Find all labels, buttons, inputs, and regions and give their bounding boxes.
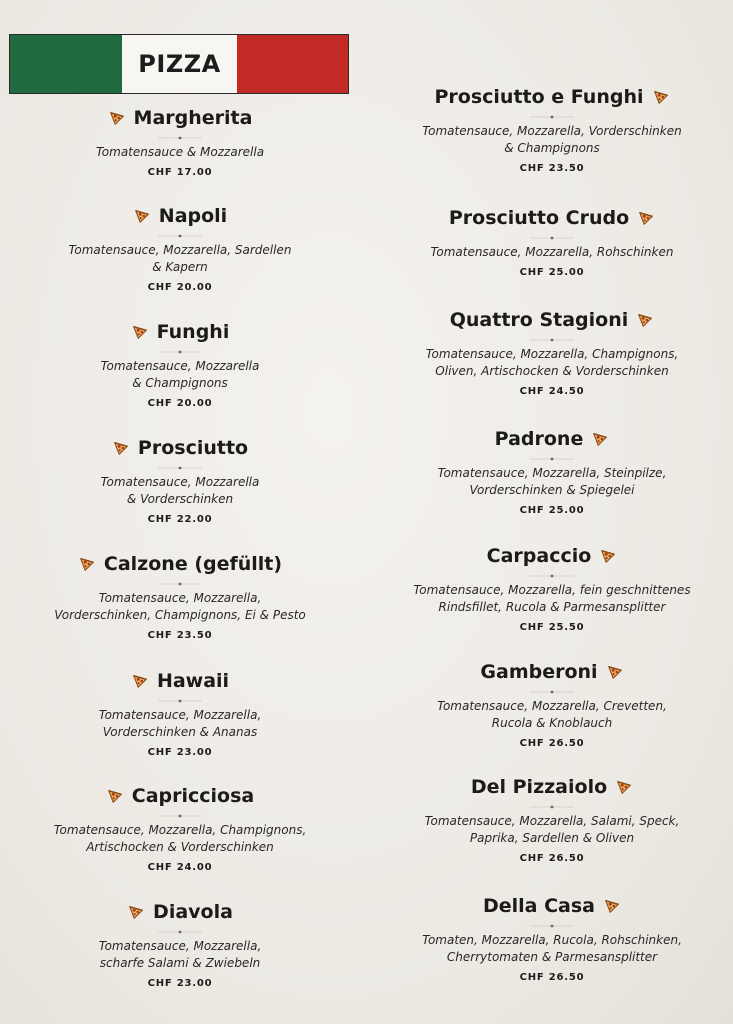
divider-ornament: [158, 812, 202, 820]
menu-item-description: Paprika, Sardellen & Oliven: [469, 831, 635, 845]
menu-item-description: Tomatensauce, Mozzarella: [100, 475, 260, 489]
menu-item-name: Calzone (gefüllt): [103, 553, 283, 575]
menu-item-description: & Kapern: [152, 260, 208, 274]
menu-item-description: Tomatensauce, Mozzarella, fein geschnittenes: [413, 583, 691, 597]
menu-item-name: Carpaccio: [486, 545, 592, 567]
pizza-slice-icon: [606, 663, 624, 681]
menu-item: [372, 82, 732, 174]
menu-item-name: Prosciutto Crudo: [448, 207, 630, 229]
menu-item: [372, 305, 732, 397]
menu-item-title-row: [108, 103, 253, 133]
menu-item-name: Prosciutto e Funghi: [434, 86, 644, 108]
menu-item-description: scharfe Salami & Zwiebeln: [99, 956, 261, 970]
pizza-slice-icon: [652, 88, 670, 106]
menu-item-title-row: [449, 203, 655, 233]
menu-item-description: Vorderschinken & Spiegelei: [469, 483, 635, 497]
flag-green-stripe: [10, 35, 122, 93]
menu-item-description: & Vorderschinken: [126, 492, 234, 506]
pizza-slice-icon: [615, 778, 633, 796]
menu-item-price: CHF 26.50: [519, 738, 585, 749]
menu-item-description: Tomatensauce, Mozzarella, Crevetten,: [437, 699, 667, 713]
menu-item-price: CHF 24.50: [519, 386, 585, 397]
menu-item-price: CHF 25.00: [519, 267, 585, 278]
pizza-slice-icon: [131, 323, 149, 341]
menu-item-price: CHF 26.50: [519, 972, 585, 983]
menu-item-name: Quattro Stagioni: [449, 309, 629, 331]
menu-item-name: Margherita: [133, 107, 253, 129]
menu-item-title-row: [131, 317, 230, 347]
menu-item-price: CHF 20.00: [147, 282, 213, 293]
menu-item-title-row: [131, 666, 229, 696]
menu-item-title-row: [78, 549, 282, 579]
menu-item-title-row: [434, 82, 669, 112]
divider-ornament: [158, 348, 202, 356]
divider-ornament: [158, 580, 202, 588]
menu-item: [0, 897, 360, 989]
menu-item-description: Tomatensauce, Mozzarella, Champignons,: [53, 823, 307, 837]
menu-item: [0, 781, 360, 873]
menu-item-price: CHF 26.50: [519, 853, 585, 864]
menu-item-description: & Champignons: [132, 376, 228, 390]
menu-item-description: Tomatensauce, Mozzarella, Steinpilze,: [437, 466, 667, 480]
menu-item-name: Gamberoni: [480, 661, 598, 683]
menu-item-title-row: [471, 772, 633, 802]
menu-item-title-row: [495, 424, 610, 454]
menu-item-title-row: [112, 433, 248, 463]
menu-item: [372, 203, 732, 278]
pizza-slice-icon: [133, 207, 151, 225]
menu-item-description: Tomatensauce, Mozzarella, Champignons,: [425, 347, 679, 361]
menu-item-title-row: [450, 305, 655, 335]
menu-item-description: Rindsfillet, Rucola & Parmesansplitter: [438, 600, 666, 614]
menu-item: [0, 103, 360, 178]
menu-item-description: Tomatensauce, Mozzarella,: [98, 591, 262, 605]
menu-item-name: Funghi: [156, 321, 230, 343]
divider-ornament: [530, 688, 574, 696]
pizza-slice-icon: [127, 903, 145, 921]
menu-item: [372, 657, 732, 749]
pizza-slice-icon: [599, 547, 617, 565]
menu-item: [0, 666, 360, 758]
menu-item-price: CHF 23.00: [147, 747, 213, 758]
menu-item-name: Della Casa: [482, 895, 595, 917]
menu-item: [372, 424, 732, 516]
menu-item-description: Cherrytomaten & Parmesansplitter: [446, 950, 658, 964]
menu-item-price: CHF 24.00: [147, 862, 213, 873]
divider-ornament: [530, 455, 574, 463]
divider-ornament: [530, 572, 574, 580]
menu-item-description: Tomatensauce & Mozzarella: [95, 145, 265, 159]
divider-ornament: [158, 134, 202, 142]
flag-white-stripe: [122, 35, 237, 93]
menu-item-name: Prosciutto: [137, 437, 249, 459]
flag-red-stripe: [237, 35, 348, 93]
menu-item: [0, 201, 360, 293]
divider-ornament: [158, 928, 202, 936]
divider-ornament: [530, 113, 574, 121]
menu-item-title-row: [133, 201, 227, 231]
pizza-slice-icon: [603, 897, 621, 915]
menu-item: [372, 541, 732, 633]
menu-item-title-row: [483, 891, 621, 921]
menu-item: [372, 891, 732, 983]
menu-item-description: & Champignons: [504, 141, 600, 155]
pizza-slice-icon: [636, 311, 654, 329]
divider-ornament: [158, 232, 202, 240]
pizza-slice-icon: [591, 430, 609, 448]
menu-item-price: CHF 22.00: [147, 514, 213, 525]
menu-item-title-row: [480, 657, 623, 687]
menu-item-description: Tomatensauce, Mozzarella, Vorderschinken: [422, 124, 682, 138]
menu-item-price: CHF 17.00: [147, 167, 213, 178]
divider-ornament: [530, 803, 574, 811]
pizza-slice-icon: [112, 439, 130, 457]
menu-item-name: Napoli: [158, 205, 228, 227]
divider-ornament: [530, 336, 574, 344]
menu-item-name: Padrone: [494, 428, 584, 450]
menu-item: [0, 433, 360, 525]
menu-item-description: Rucola & Knoblauch: [491, 716, 613, 730]
menu-item-price: CHF 25.50: [519, 622, 585, 633]
menu-item-price: CHF 25.00: [519, 505, 585, 516]
menu-item: [0, 317, 360, 409]
menu-item-description: Tomaten, Mozzarella, Rucola, Rohschinken,: [422, 933, 682, 947]
menu-item-price: CHF 23.00: [147, 978, 213, 989]
divider-ornament: [530, 234, 574, 242]
menu-item-name: Hawaii: [156, 670, 230, 692]
menu-item-description: Tomatensauce, Mozzarella,: [98, 708, 262, 722]
menu-item-description: Artischocken & Vorderschinken: [86, 840, 274, 854]
pizza-slice-icon: [106, 787, 124, 805]
divider-ornament: [530, 922, 574, 930]
menu-item-name: Del Pizzaiolo: [470, 776, 608, 798]
menu-item-description: Vorderschinken & Ananas: [102, 725, 258, 739]
pizza-slice-icon: [637, 209, 655, 227]
italian-flag-banner: [10, 35, 348, 93]
section-title: PIZZA: [138, 50, 221, 78]
menu-item-description: Tomatensauce, Mozzarella,: [98, 939, 262, 953]
pizza-slice-icon: [78, 555, 96, 573]
menu-item-name: Diavola: [153, 901, 233, 923]
menu-item-description: Tomatensauce, Mozzarella: [100, 359, 260, 373]
menu-item-description: Vorderschinken, Champignons, Ei & Pesto: [54, 608, 306, 622]
pizza-slice-icon: [108, 109, 126, 127]
menu-item-description: Tomatensauce, Mozzarella, Rohschinken: [430, 245, 674, 259]
menu-item-title-row: [106, 781, 254, 811]
menu-item-description: Oliven, Artischocken & Vorderschinken: [435, 364, 669, 378]
menu-item-price: CHF 20.00: [147, 398, 213, 409]
menu-item: [372, 772, 732, 864]
menu-item-description: Tomatensauce, Mozzarella, Salami, Speck,: [424, 814, 680, 828]
menu-item-price: CHF 23.50: [519, 163, 585, 174]
menu-item-price: CHF 23.50: [147, 630, 213, 641]
menu-item-title-row: [127, 897, 233, 927]
menu-item-description: Tomatensauce, Mozzarella, Sardellen: [68, 243, 292, 257]
menu-item-title-row: [487, 541, 618, 571]
menu-item-name: Capricciosa: [131, 785, 255, 807]
divider-ornament: [158, 697, 202, 705]
pizza-slice-icon: [131, 672, 149, 690]
menu-item: [0, 549, 360, 641]
divider-ornament: [158, 464, 202, 472]
